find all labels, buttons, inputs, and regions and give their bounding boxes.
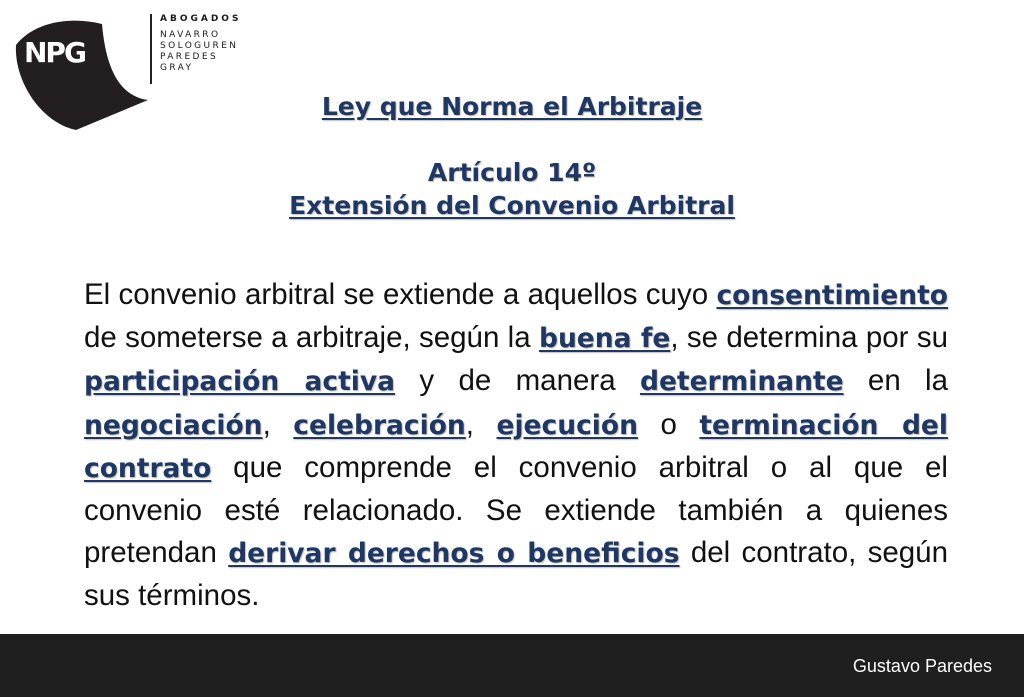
author-name: Gustavo Paredes xyxy=(852,656,992,676)
firm-name-line: NAVARRO xyxy=(160,30,221,40)
article-body xyxy=(84,274,948,618)
firm-name xyxy=(150,14,270,84)
body-text-segment: o xyxy=(637,407,700,441)
article-heading xyxy=(0,156,1024,222)
body-text-segment: que comprende el convenio arbitral o al que el convenio esté relacionado. Se extiende también a quienes pretendan xyxy=(84,450,948,570)
slide-title: Ley que Norma el Arbitraje xyxy=(321,92,703,121)
keyword-text: derivar derechos o beneficios xyxy=(228,538,680,570)
body-text-segment: del contrato, según sus términos. xyxy=(84,536,948,613)
body-text-segment: El convenio arbitral se extiende a aquellos cuyo xyxy=(84,278,717,311)
keyword-text: participación activa xyxy=(84,366,396,398)
body-text-segment: , xyxy=(465,407,497,441)
firm-name-line: PAREDES xyxy=(160,52,219,62)
keyword-text: terminación del contrato xyxy=(84,409,948,484)
keyword-text: buena fe xyxy=(538,323,671,355)
keyword-text: celebración xyxy=(293,409,466,441)
logo-text: NPG xyxy=(24,36,85,69)
article-number: Artículo 14º xyxy=(427,158,597,187)
firm-name-line: GRAY xyxy=(160,63,194,73)
keyword-text: determinante xyxy=(639,366,844,398)
firm-tagline: ABOGADOS xyxy=(160,14,242,24)
keyword-text: negociación xyxy=(84,409,263,441)
body-text-segment: y de manera xyxy=(395,364,640,398)
body-text-segment: de someterse a arbitraje, según la xyxy=(84,321,539,355)
keyword-text: consentimiento xyxy=(716,280,948,311)
body-text-segment: , xyxy=(262,407,294,441)
body-text-segment: , se determina por su xyxy=(670,321,948,355)
footer-bar xyxy=(0,634,1024,697)
article-subtitle: Extensión del Convenio Arbitral xyxy=(289,191,735,220)
keyword-text: ejecución xyxy=(496,409,638,441)
body-text-segment: en la xyxy=(843,364,949,398)
firm-name-line: SOLOGUREN xyxy=(160,41,239,51)
